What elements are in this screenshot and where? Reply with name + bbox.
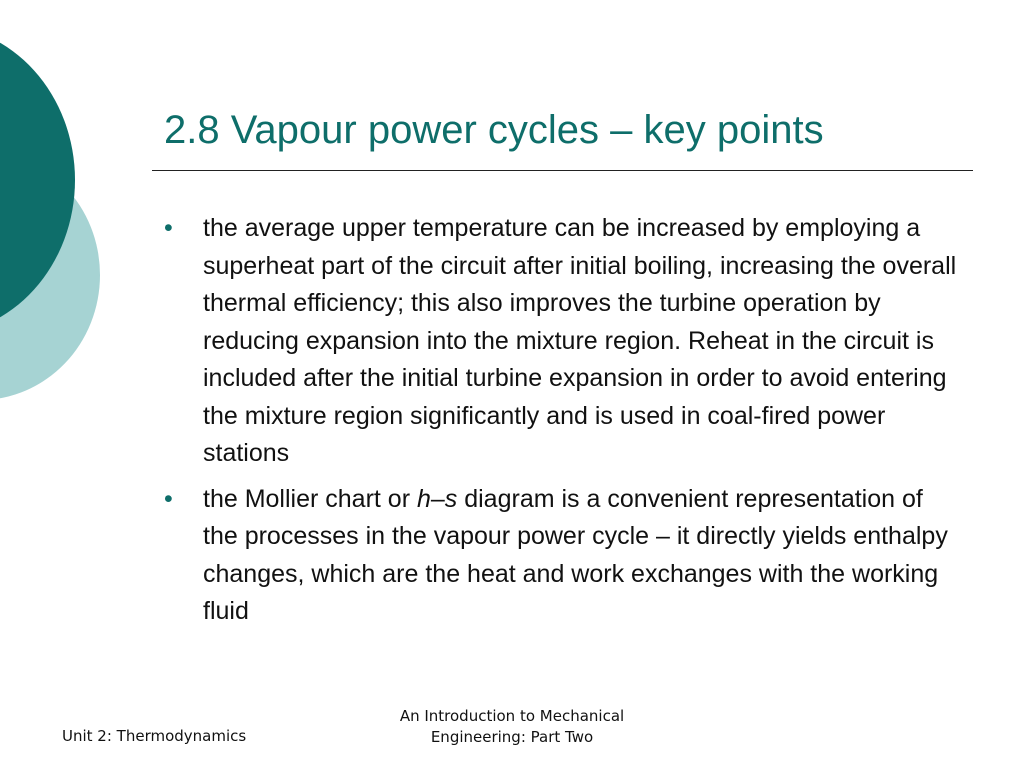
bullet-text-start: the Mollier chart or — [203, 484, 417, 513]
symbol-dash: – — [430, 484, 445, 513]
bullet-text: the average upper temperature can be increased by employing a superheat part of the circuit after initial boiling, increasing the overall thermal efficiency; this also improves the turbine operation by reducing expansion into the mixture region. Reheat in the circuit is included after the initial turbine expansion in order to avoid entering the mixture region significantly and is used in coal-fired power stations — [203, 214, 957, 467]
bullet-item-superheat — [164, 210, 964, 473]
footer-course-line-2: Engineering: Part Two — [430, 728, 594, 746]
bullet-dot-icon: • — [164, 214, 173, 242]
footer-course-line-1: An Introduction to Mechanical — [399, 707, 625, 725]
bullet-item-mollier — [164, 481, 964, 631]
slide-title: 2.8 Vapour power cycles – key points — [164, 108, 824, 152]
bullet-text-end: diagram is a convenient representation of the processes in the vapour power cycle – it directly yields enthalpy changes, which are the heat and work exchanges with the working fluid — [203, 484, 948, 625]
bullet-list — [164, 210, 964, 639]
footer-course-title — [362, 706, 662, 748]
symbol-h: h — [416, 484, 431, 513]
bullet-dot-icon: • — [164, 484, 173, 513]
symbol-s: s — [444, 484, 458, 513]
title-divider — [152, 170, 973, 171]
footer-unit-label: Unit 2: Thermodynamics — [62, 727, 247, 745]
